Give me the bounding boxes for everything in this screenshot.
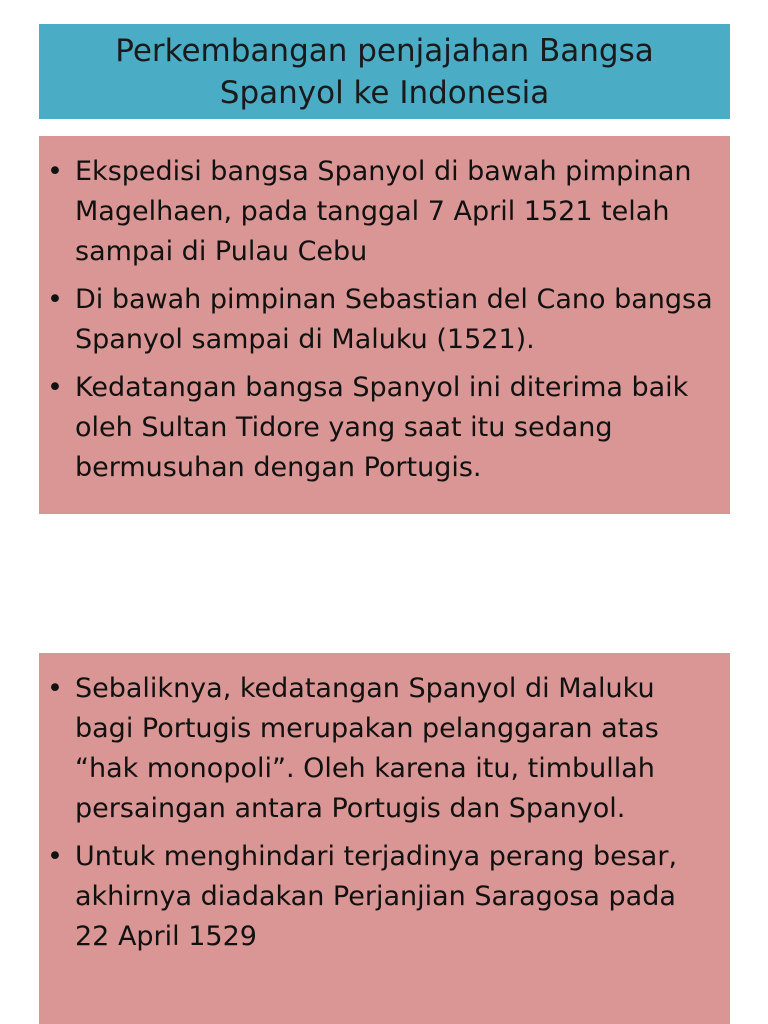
bullet-item	[45, 280, 713, 360]
bullet-text-line: “hak monopoli”. Oleh karena itu, timbullah	[75, 753, 655, 784]
bullet-dot-icon: •	[47, 156, 63, 187]
bullet-dot-icon: •	[47, 372, 63, 403]
bullet-text-line: Spanyol sampai di Maluku (1521).	[75, 324, 535, 355]
bullet-item	[45, 669, 710, 829]
bullet-text-line: Untuk menghindari terjadinya perang besar,	[75, 841, 678, 872]
bullet-text-line: oleh Sultan Tidore yang saat itu sedang	[75, 412, 613, 443]
slide-title-line-2: Spanyol ke Indonesia	[219, 74, 550, 111]
bullet-item	[45, 152, 710, 272]
bullet-text-line: Magelhaen, pada tanggal 7 April 1521 telah	[75, 196, 670, 227]
bullet-text-line: bagi Portugis merupakan pelanggaran atas	[75, 713, 659, 744]
slide-title-box	[39, 24, 730, 119]
bullet-text-line: Sebaliknya, kedatangan Spanyol di Maluku	[75, 673, 655, 704]
content-box-bottom	[39, 653, 730, 1024]
bullet-item	[45, 837, 710, 957]
bullet-item	[45, 368, 710, 488]
bullet-text-line: akhirnya diadakan Perjanjian Saragosa pada	[75, 881, 676, 912]
bullet-text-line: sampai di Pulau Cebu	[75, 236, 368, 267]
content-box-top	[39, 136, 730, 514]
bullet-text-line: Ekspedisi bangsa Spanyol di bawah pimpinan	[75, 156, 692, 187]
bullet-text-line: bermusuhan dengan Portugis.	[75, 452, 482, 483]
bullet-text-line: persaingan antara Portugis dan Spanyol.	[75, 793, 626, 824]
bullet-list-bottom	[45, 669, 710, 957]
bullet-list-top	[45, 152, 713, 488]
bullet-text-line: Di bawah pimpinan Sebastian del Cano bangsa	[75, 284, 713, 315]
bullet-dot-icon: •	[47, 841, 63, 872]
slide-title-line-1: Perkembangan penjajahan Bangsa	[115, 32, 654, 69]
bullet-dot-icon: •	[47, 673, 63, 704]
bullet-text-line: Kedatangan bangsa Spanyol ini diterima baik	[75, 372, 689, 403]
bullet-dot-icon: •	[47, 284, 63, 315]
bullet-text-line: 22 April 1529	[75, 921, 257, 952]
